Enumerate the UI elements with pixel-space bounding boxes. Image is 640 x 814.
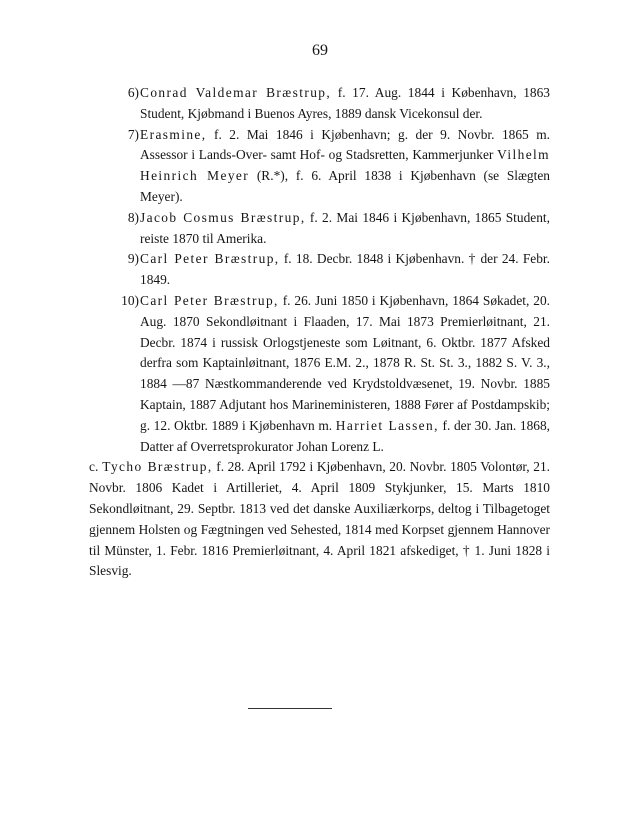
entry-7 [127, 125, 550, 208]
entry-9 [127, 249, 551, 291]
page-number: 69 [312, 42, 328, 59]
entry-marker: 7) [127, 126, 139, 142]
genealogy-entries [0, 83, 640, 582]
entry-name: Tycho Bræstrup, [102, 459, 213, 475]
entry-text: f. 26. Juni 1850 i Kjøbenhavn, 1864 Søkadet, 20. Aug. 1870 Sekondløitnant i Flaaden, 17. Mai 1873 Premierløitnant, 21. Decbr. 1874 i russisk Orlogstjeneste som Løitnant, 6. Oktbr. 1877 Afsked derfra som Kaptainløitnant, 1876 E.M. 2., 1878 R. St. St. 3., 1882 S. V. 3., 1884 —87 Næstkommanderende ved Krydstoldvæsenet, 19. Novbr. 1885 Kaptain, 1887 Adjutant hos Marineministeren, 1888 Fører af Postdampskib; g. 12. Oktbr. 1889 i Kjøbenhavn m. [140, 292, 550, 433]
entry-10 [121, 291, 551, 457]
entry-text: f. 2. Mai 1846 i Kjøbenhavn, 1865 Student, reiste 1870 til Amerika. [140, 209, 550, 246]
section-divider [248, 708, 332, 709]
entry-text-continued: (R.*), f. 6. April 1838 i Kjøbenhavn (se Slægten Meyer). [140, 168, 550, 204]
entry-marker: 6) [127, 85, 139, 100]
entry-c [89, 457, 550, 582]
entry-name: Erasmine, [140, 126, 207, 142]
entry-text: f. 28. April 1792 i Kjøbenhavn, 20. Novbr. 1805 Volontør, 21. Novbr. 1806 Kadet i Artilleriet, 4. April 1809 Stykjunker, 15. Marts 1810 Sekondløitnant, 29. Septbr. 1813 ved det danske Auxiliærkorps, deltog i Tilbagetoget gjennem Holsten og Fægtningen ved Sehested, 1814 med Korpset gjennem Hannover til Münster, 1. Febr. 1816 Premierløitnant, 4. April 1821 afskediget, † 1. Juni 1828 i Slesvig. [89, 459, 551, 579]
entry-name: Carl Peter Bræstrup, [140, 292, 279, 308]
entry-8 [127, 208, 550, 250]
spouse-name: Harriet Lassen, [335, 417, 439, 433]
entry-text: f. 18. Decbr. 1848 i Kjøbenhavn. † der 24. Febr. 1849. [140, 251, 551, 288]
entry-text: f. 17. Aug. 1844 i København, 1863 Student, Kjøbmand i Buenos Ayres, 1889 dansk Vicekonsul der. [140, 85, 550, 121]
entry-name: Jacob Cosmus Bræstrup, [140, 209, 306, 225]
entry-marker: 10) [121, 292, 139, 308]
entry-marker: 9) [127, 251, 139, 267]
entry-text-continued: f. der 30. Jan. 1868, Datter af Overretsprokurator Johan Lorenz L. [140, 417, 551, 454]
entry-name: Carl Peter Bræstrup, [140, 251, 280, 267]
entry-6 [127, 83, 550, 125]
entry-marker: 8) [127, 209, 139, 225]
entry-name: Conrad Valdemar Bræstrup, [140, 85, 332, 100]
entry-marker: c. [89, 459, 99, 475]
spouse-name: Vilhelm Heinrich Meyer [140, 147, 550, 184]
entry-text: f. 2. Mai 1846 i Kjøbenhavn; g. der 9. Novbr. 1865 m. Assessor i Lands-Over- samt Hof- og Stadsretten, Kammerjunker [140, 126, 550, 163]
